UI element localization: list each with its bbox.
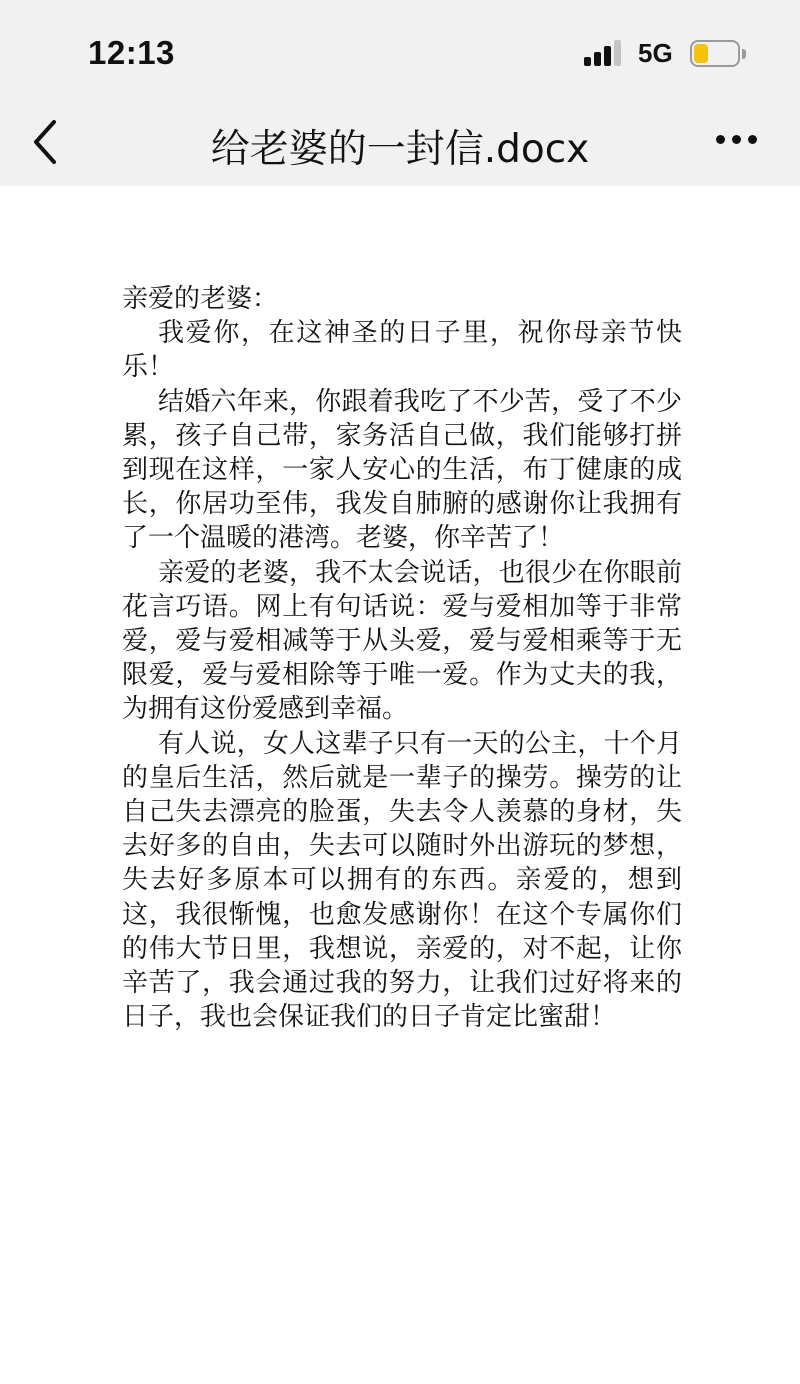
letter-body [122,282,682,1034]
chevron-left-icon[interactable] [28,116,68,168]
document-page [0,186,800,1384]
battery-icon [690,40,740,67]
top-chrome [0,0,800,186]
paragraph: 亲爱的老婆，我不太会说话，也很少在你眼前花言巧语。网上有句话说：爱与爱相加等于非常爱，爱与爱相减等于从头爱，爱与爱相乘等于无限爱，爱与爱相除等于唯一爱。作为丈夫的我，为拥有这份爱感到幸福。 [122,557,682,725]
document-title: 给老婆的一封信.docx [210,127,590,172]
battery-tip [742,49,746,59]
more-horizontal-icon[interactable] [712,134,762,148]
paragraph: 有人说，女人这辈子只有一天的公主，十个月的皇后生活，然后就是一辈子的操劳。操劳的让自己失去漂亮的脸蛋，失去令人羡慕的身材，失去好多的自由，失去可以随时外出游玩的梦想，失去好多原本可以拥有的东西。亲爱的，想到这，我很惭愧，也愈发感谢你！在这个专属你们的伟大节日里，我想说，亲爱的，对不起，让你辛苦了，我会通过我的努力，让我们过好将来的日子，我也会保证我们的日子肯定比蜜甜！ [122,728,682,1033]
salutation: 亲爱的老婆： [122,284,279,314]
battery-level-fill [694,44,708,63]
status-time: 12:13 [88,34,175,71]
paragraph: 我爱你，在这神圣的日子里，祝你母亲节快乐！ [122,318,682,383]
status-bar [0,0,800,106]
network-type: 5G [638,38,673,68]
cellular-signal-icon [584,40,628,66]
navigation-bar [0,106,800,186]
paragraph: 结婚六年来，你跟着我吃了不少苦，受了不少累，孩子自己带，家务活自己做，我们能够打拼到现在这样，一家人安心的生活，布丁健康的成长，你居功至伟，我发自肺腑的感谢你让我拥有了一个温暖的港湾。老婆，你辛苦了！ [122,386,682,554]
